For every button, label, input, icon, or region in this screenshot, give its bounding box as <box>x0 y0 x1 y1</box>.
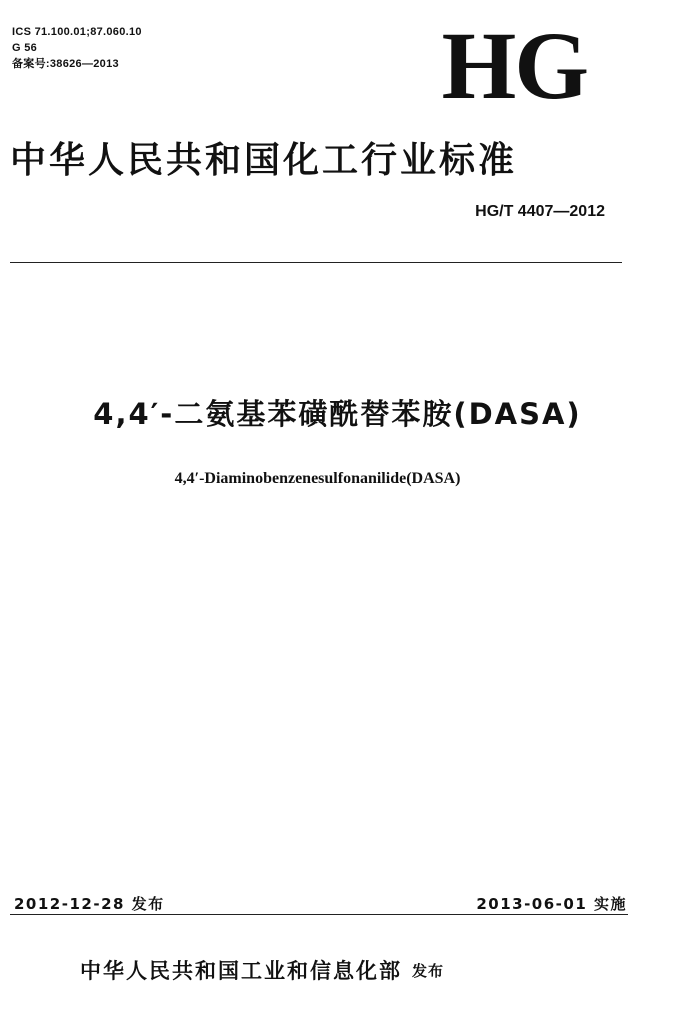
document-title-en: 4,4′-Diaminobenzenesulfonanilide(DASA) <box>174 470 461 487</box>
effective-date: 2013-06-01 实施 <box>476 895 627 913</box>
org-title: 中华人民共和国化工行业标准 <box>10 140 518 181</box>
issuer-name: 中华人民共和国工业和信息化部 <box>80 959 402 983</box>
bottom-divider <box>10 914 628 915</box>
standard-number: HG/T 4407—2012 <box>475 203 605 220</box>
hg-logo: HG <box>441 12 587 119</box>
issuer-action: 发布 <box>412 962 445 980</box>
top-divider <box>10 262 622 263</box>
classification-block <box>12 24 142 72</box>
document-title-cn: 4,4′-二氨基苯磺酰替苯胺(DASA) <box>93 397 582 431</box>
ics-code: ICS 71.100.01;87.060.10 <box>12 26 142 38</box>
issuer-line <box>80 955 444 985</box>
record-number: 备案号:38626—2013 <box>12 58 119 70</box>
ccs-code: G 56 <box>12 42 38 54</box>
issue-date: 2012-12-28 发布 <box>14 895 165 913</box>
